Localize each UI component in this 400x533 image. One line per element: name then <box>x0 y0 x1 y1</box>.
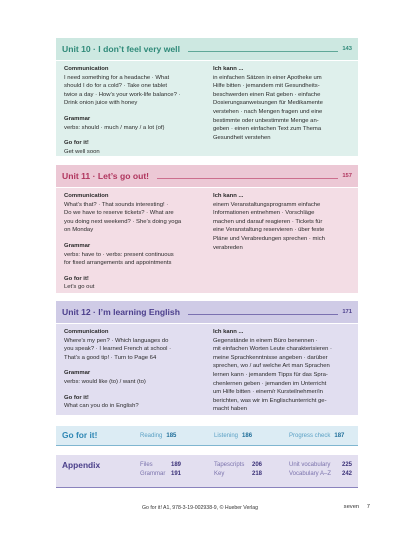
ich-kann-text: Gegenstände in einem Büro benennen · mit einfachen Worten Leute charakterisieren · meine Sprachkenntnisse angeben · darüber sprechen, wo / auf welche Art man Sprachen lernen kann · jemandem Tipps für das Spra- chenlernen geben · jemanden im Unterricht um Hilfe bitten · einem/r Kursteilnehmer/in berichten, was wir im Englischunterricht ge- macht haben <box>212 337 333 413</box>
go-for-it-strip-title[interactable]: Go for it! <box>62 430 98 440</box>
grammar-heading: Grammar <box>64 370 91 377</box>
unit-vocabulary-link[interactable]: Unit vocabulary 225 <box>289 462 353 468</box>
ich-kann-heading: Ich kann ... <box>212 329 244 335</box>
page-word: seven <box>343 504 360 510</box>
reading-link[interactable]: Reading 185 <box>140 433 177 439</box>
appendix-strip <box>56 455 358 488</box>
communication-heading: Communication <box>64 66 109 72</box>
unit-page-number[interactable]: 143 <box>342 46 352 52</box>
communication-text: What’s that? · That sounds interesting! · Do we have to reserve tickets? · What are you doing next weekend? · She’s doing yoga on Monday <box>64 201 182 234</box>
dotted-rule <box>188 51 338 52</box>
unit-page-number[interactable]: 157 <box>342 173 352 179</box>
unit-title[interactable]: Unit 10 · I don’t feel very well <box>62 44 180 54</box>
unit-header <box>56 301 358 324</box>
progress-check-link[interactable]: Progress check 187 <box>289 433 345 439</box>
key-link[interactable]: Key 218 <box>214 471 263 477</box>
copyright-footer: Go for it! A1, 978-3-19-002938-9, © Hueber Verlag <box>142 505 258 511</box>
go-for-it-heading: Go for it! <box>64 140 89 147</box>
ich-kann-text: einem Veranstaltungsprogramm einfache Informationen entnehmen · Vorschläge machen und darauf reagieren · Tickets für eine Veranstaltung reservieren · über feste Pläne und Verabredungen sprechen · mich verabreden <box>212 201 325 251</box>
communication-text: Where’s my pen? · Which languages do you speak? · I learned French at school · That’s a good tip! · Turn to Page 64 <box>64 337 172 361</box>
unit-11-section <box>56 165 358 293</box>
page-number <box>344 504 370 510</box>
unit-header <box>56 165 358 188</box>
grammar-text: verbs: have to · verbs: present continuous for fixed arrangements and appointments <box>64 251 174 267</box>
ich-kann-heading: Ich kann ... <box>212 66 244 72</box>
dotted-rule <box>188 314 338 315</box>
go-for-it-text: Get well soon <box>64 148 100 155</box>
appendix-title[interactable]: Appendix <box>62 460 101 470</box>
tapescripts-link[interactable]: Tapescripts 206 <box>214 462 263 468</box>
unit-page-number[interactable]: 171 <box>342 309 352 315</box>
communication-text: I need something for a headache · What should I do for a cold? · Take one tablet twice a day · How’s your work-life balance? · Drink onion juice with honey <box>64 74 181 107</box>
unit-title[interactable]: Unit 12 · I’m learning English <box>62 307 180 317</box>
files-link[interactable]: Files 189 <box>140 462 182 468</box>
ich-kann-text: in einfachen Sätzen in einer Apotheke um Hilfe bitten · jemandem mit Gesundheits- beschwerden einen Rat geben · einfache Dosierungsanweisungen für Medikamente verstehen · nach Mengen fragen und eine bestimmte oder unbestimmte Menge an- geben · einen einfachen Text zum Thema Gesundheit verstehen <box>212 74 323 141</box>
unit-10-section <box>56 38 358 156</box>
grammar-link[interactable]: Grammar 191 <box>140 471 182 477</box>
unit-12-section <box>56 301 358 415</box>
go-for-it-strip <box>56 426 358 446</box>
go-for-it-text: Let’s go out <box>64 284 95 291</box>
go-for-it-text: What can you do in English? <box>64 403 139 410</box>
grammar-heading: Grammar <box>64 115 91 122</box>
communication-heading: Communication <box>64 329 109 335</box>
unit-title[interactable]: Unit 11 · Let’s go out! <box>62 171 150 181</box>
grammar-text: verbs: should · much / many / a lot (of) <box>64 124 165 131</box>
go-for-it-heading: Go for it! <box>64 275 89 282</box>
communication-heading: Communication <box>64 193 109 199</box>
listening-link[interactable]: Listening 186 <box>214 433 253 439</box>
grammar-heading: Grammar <box>64 242 91 249</box>
page-digit: 7 <box>366 504 370 510</box>
vocabulary-a-z-link[interactable]: Vocabulary A–Z 242 <box>289 471 353 477</box>
unit-header <box>56 38 358 61</box>
go-for-it-heading: Go for it! <box>64 394 89 401</box>
ich-kann-heading: Ich kann ... <box>212 193 244 199</box>
grammar-text: verbs: would like (to) / want (to) <box>64 378 146 385</box>
dotted-rule <box>157 178 338 179</box>
